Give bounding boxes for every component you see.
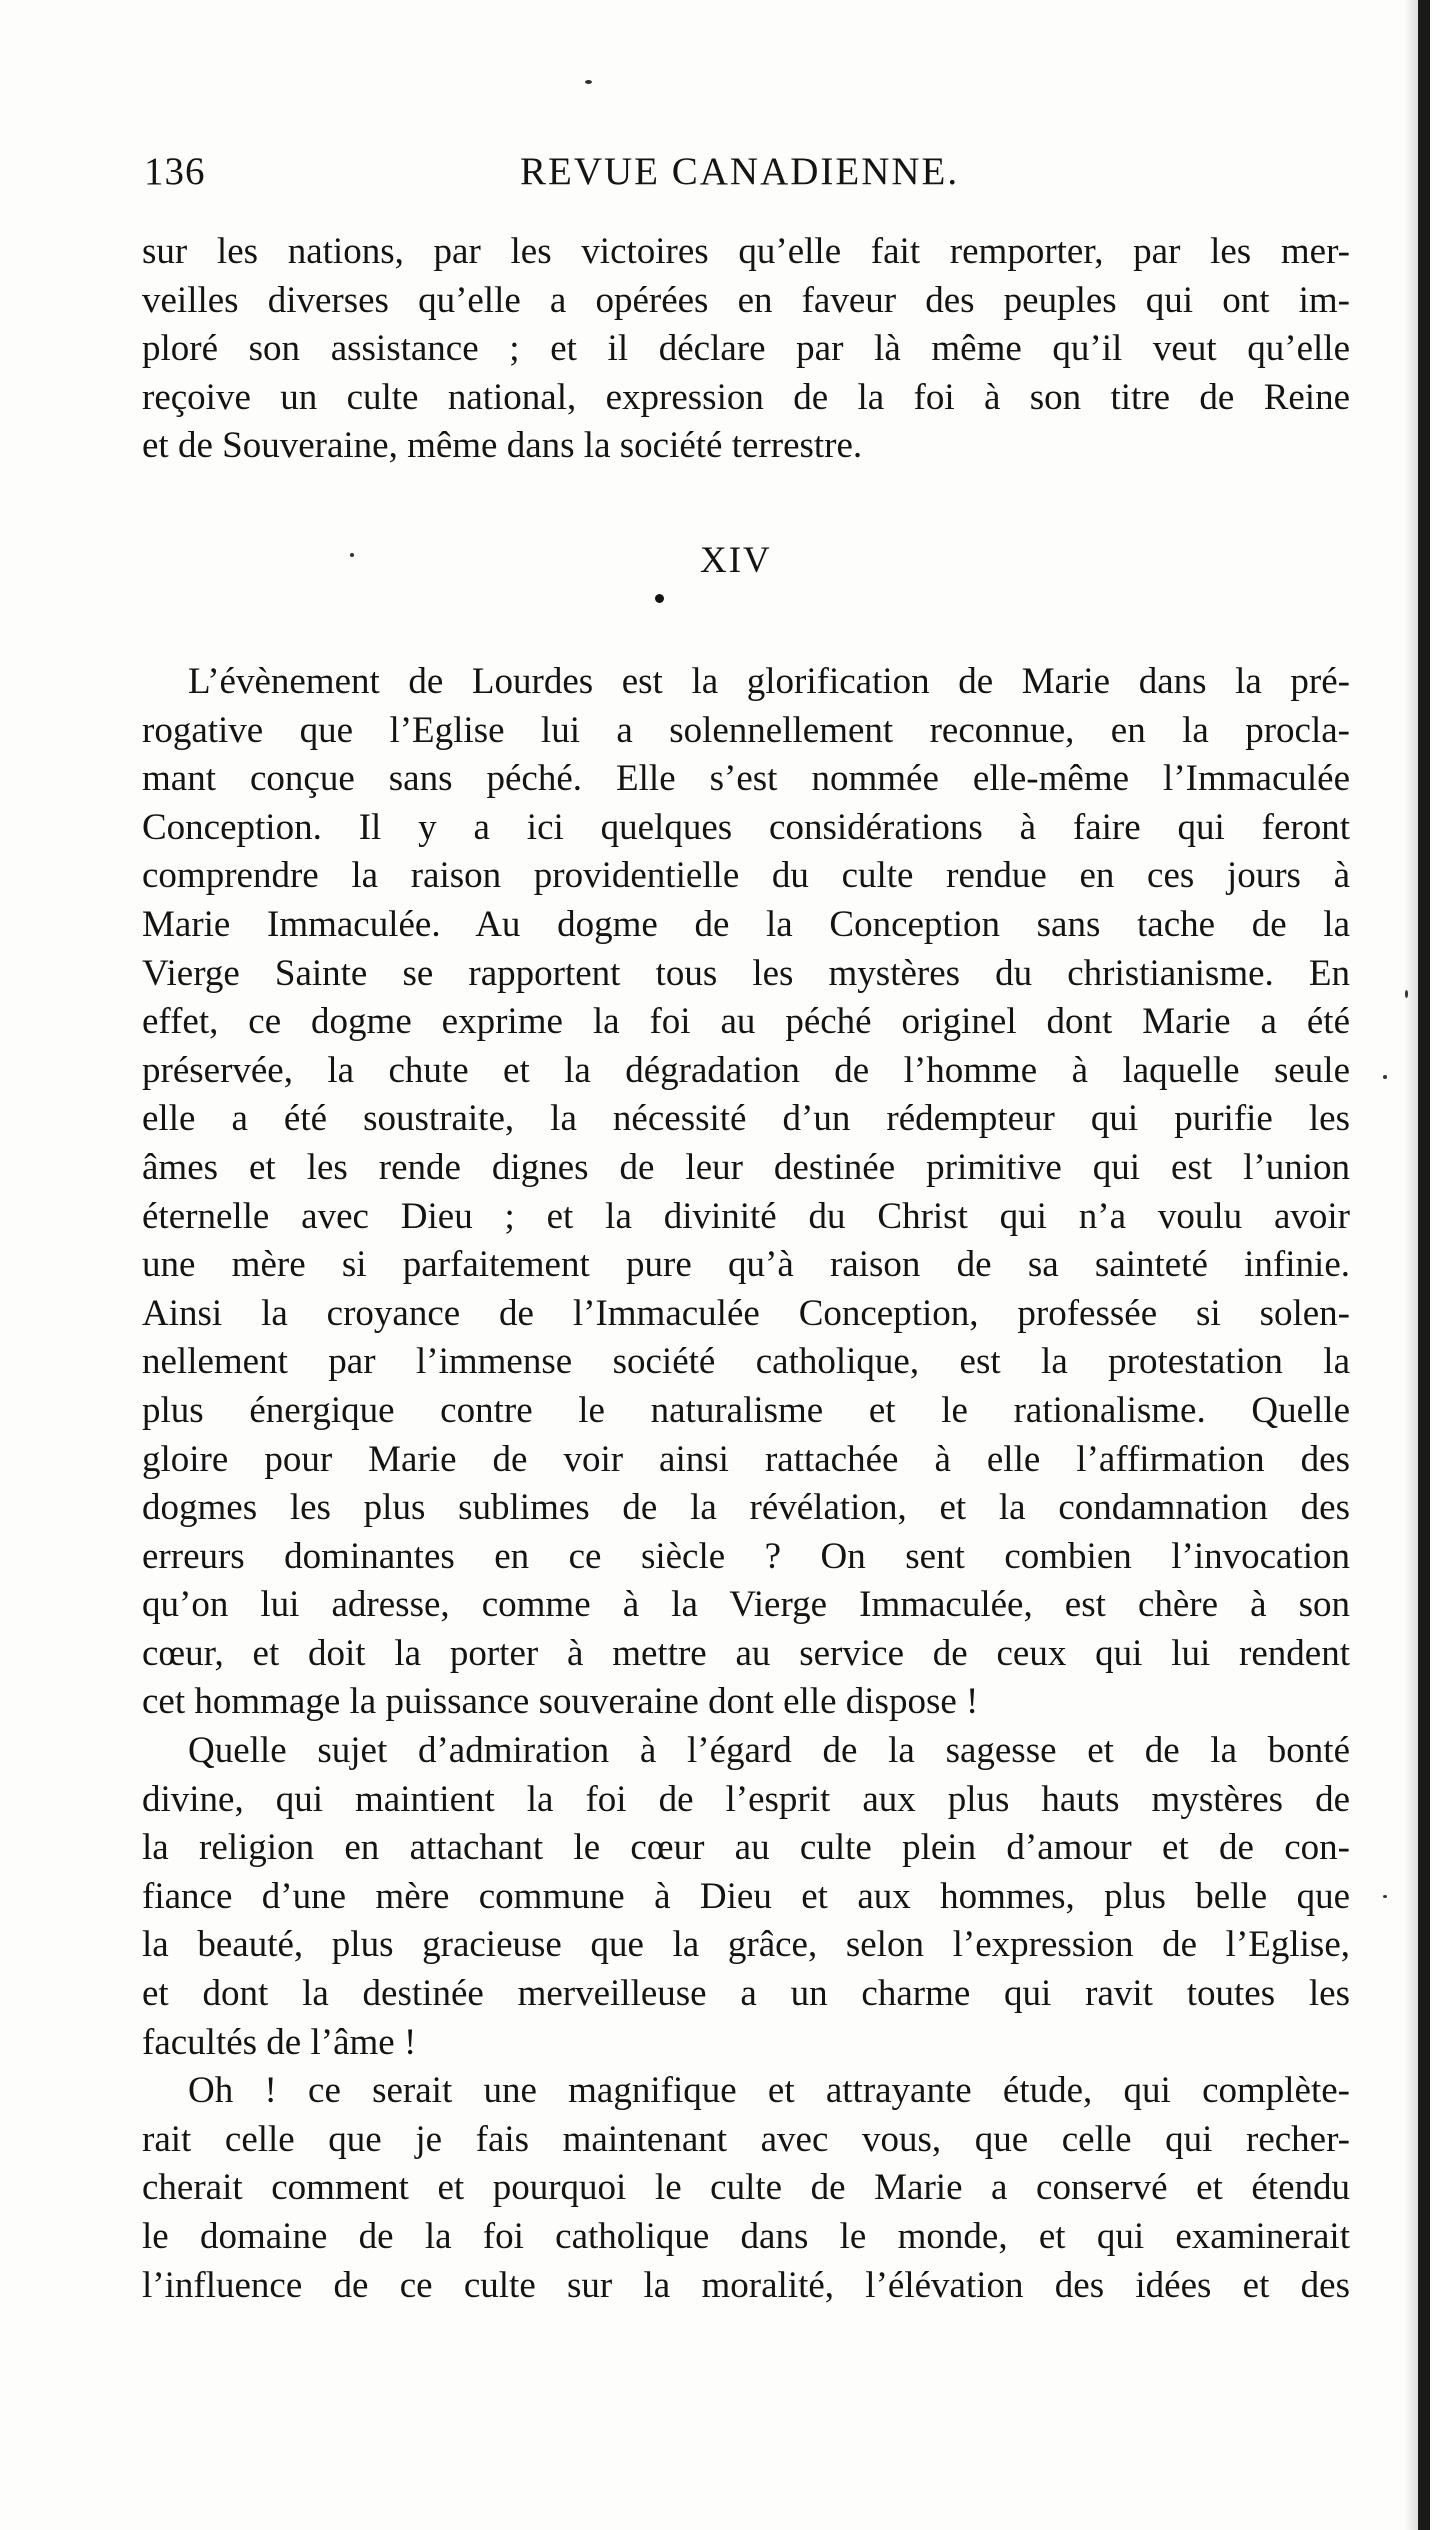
text-line: l’influence de ce culte sur la moralité, l’élévation des idées et des [142,2264,1350,2306]
text-line: et de Souveraine, même dans la société terrestre. [142,425,863,467]
text-line: Quelle sujet d’admiration à l’égard de la sagesse et de la bonté [188,1730,1350,1772]
text-line: éternelle avec Dieu ; et la divinité du Christ qui n’a voulu avoir [142,1195,1350,1237]
text-line: âmes et les rende dignes de leur destinée primitive qui est l’union [142,1146,1350,1188]
text-line: Marie Immaculée. Au dogme de la Conception sans tache de la [142,903,1350,945]
text-line: elle a été soustraite, la nécessité d’un rédempteur qui purifie les [142,1098,1350,1140]
text-line: divine, qui maintient la foi de l’esprit aux plus hauts mystères de [142,1778,1350,1820]
text-line: dogmes les plus sublimes de la révélation, et la condamnation des [142,1487,1350,1529]
scan-speck [1383,1895,1387,1898]
text-line: ploré son assistance ; et il déclare par là même qu’il veut qu’elle [142,328,1350,370]
text-line: qu’on lui adresse, comme à la Vierge Immaculée, est chère à son [142,1584,1350,1626]
text-line: rait celle que je fais maintenant avec vous, que celle qui recher- [142,2118,1350,2160]
text-line: gloire pour Marie de voir ainsi rattachée à elle l’affirmation des [142,1438,1350,1480]
text-line: la beauté, plus gracieuse que la grâce, selon l’expression de l’Eglise, [142,1924,1350,1966]
text-line: une mère si parfaitement pure qu’à raison de sa sainteté infinie. [142,1244,1350,1286]
scan-speck [350,553,354,557]
section-ornament-dot [655,594,664,603]
text-line: comprendre la raison providentielle du culte rendue en ces jours à [142,855,1350,897]
page-edge-shadow [1404,0,1418,2530]
text-line: la religion en attachant le cœur au culte plein d’amour et de con- [142,1827,1350,1869]
text-line: erreurs dominantes en ce siècle ? On sent combien l’invocation [142,1535,1350,1577]
page-header [140,146,1350,198]
running-head: REVUE CANADIENNE. [520,150,960,193]
text-line: Ainsi la croyance de l’Immaculée Conception, professée si solen- [142,1292,1350,1334]
text-line: mant conçue sans péché. Elle s’est nommée elle-même l’Immaculée [142,758,1350,800]
text-line: Vierge Sainte se rapportent tous les mystères du christianisme. En [142,952,1350,994]
scan-speck [585,80,592,84]
text-line: préservée, la chute et la dégradation de l’homme à laquelle seule [142,1049,1350,1091]
page-binding-edge [1418,0,1430,2530]
text-line: Conception. Il y a ici quelques considérations à faire qui feront [142,806,1350,848]
text-line: reçoive un culte national, expression de la foi à son titre de Reine [142,376,1350,418]
text-line: cet hommage la puissance souveraine dont elle dispose ! [142,1681,979,1723]
text-line: nellement par l’immense société catholique, est la protestation la [142,1341,1350,1383]
text-line: rogative que l’Eglise lui a solennellement reconnue, en la procla- [142,709,1350,751]
text-line: Oh ! ce serait une magnifique et attrayante étude, qui complète- [188,2070,1350,2112]
text-line: plus énergique contre le naturalisme et le rationalisme. Quelle [142,1389,1350,1431]
text-line: cherait comment et pourquoi le culte de Marie a conservé et étendu [142,2167,1350,2209]
text-line: cœur, et doit la porter à mettre au service de ceux qui lui rendent [142,1632,1350,1674]
text-line: veilles diverses qu’elle a opérées en faveur des peuples qui ont im- [142,279,1350,321]
text-line: L’évènement de Lourdes est la glorification de Marie dans la pré- [188,661,1350,702]
scan-speck [1383,1075,1387,1079]
page-number: 136 [144,150,206,193]
text-line: fiance d’une mère commune à Dieu et aux hommes, plus belle que [142,1875,1350,1917]
text-line: sur les nations, par les victoires qu’elle fait remporter, par les mer- [142,231,1350,272]
text-line: facultés de l’âme ! [142,2021,417,2063]
text-line: effet, ce dogme exprime la foi au péché originel dont Marie a été [142,1001,1350,1043]
section-body [142,658,1350,2310]
section-heading: XIV [700,540,772,581]
text-line: et dont la destinée merveilleuse a un charme qui ravit toutes les [142,1973,1350,2015]
text-line: le domaine de la foi catholique dans le monde, et qui examinerait [142,2216,1350,2257]
scan-speck [1405,990,1408,998]
opening-paragraph [142,228,1350,471]
